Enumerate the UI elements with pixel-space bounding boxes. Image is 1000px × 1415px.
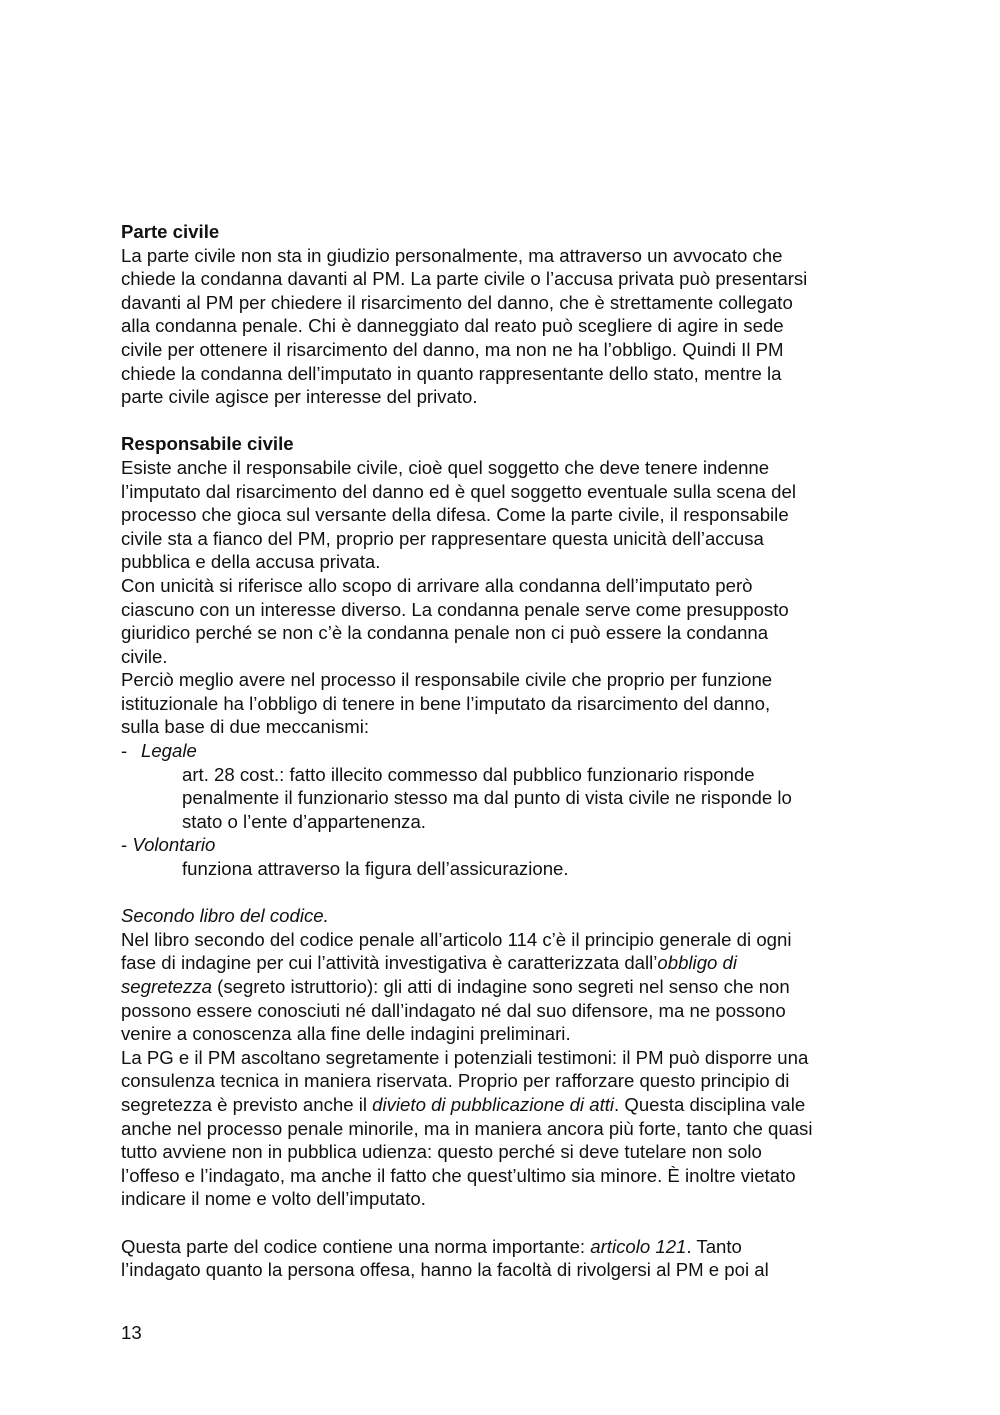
text-line: l’indagato quanto la persona offesa, hanno la facoltà di rivolgersi al PM e poi al bbox=[121, 1259, 769, 1281]
text-span: fase di indagine per cui l’attività investigativa è caratterizzata dall’ bbox=[121, 952, 658, 974]
text-span: Questa parte del codice contiene una norma importante: bbox=[121, 1235, 591, 1257]
text-line: Perciò meglio avere nel processo il responsabile civile che proprio per funzione bbox=[121, 669, 773, 691]
text-line: sulla base di due meccanismi: bbox=[121, 716, 370, 738]
text-line: civile. bbox=[121, 645, 168, 667]
text-line: pubblica e della accusa privata. bbox=[121, 551, 381, 573]
emphasis-text: divieto di pubblicazione di atti bbox=[372, 1093, 615, 1115]
text-line: venire a conoscenza alla fine delle indagini preliminari. bbox=[121, 1023, 571, 1045]
text-line: chiede la condanna davanti al PM. La parte civile o l’accusa privata può presentarsi bbox=[121, 268, 808, 290]
text-line: civile sta a fianco del PM, proprio per rappresentare questa unicità dell’accusa bbox=[121, 527, 764, 549]
text-line: La PG e il PM ascoltano segretamente i potenziali testimoni: il PM può disporre una bbox=[121, 1046, 809, 1068]
text-span: (segreto istruttorio): gli atti di indagine sono segreti nel senso che non bbox=[211, 976, 790, 997]
text-line: civile per ottenere il risarcimento del danno, ma non ne ha l’obbligo. Quindi Il PM bbox=[121, 338, 784, 360]
text-line bbox=[121, 975, 891, 999]
paragraph-parte-civile bbox=[121, 244, 891, 409]
text-line: possono essere conosciuti né dall’indagato né dal suo difensore, ma ne possono bbox=[121, 999, 786, 1021]
text-line: Nel libro secondo del codice penale all’articolo 114 c’è il principio generale di ogni bbox=[121, 928, 792, 950]
text-line: Esiste anche il responsabile civile, cioè quel soggetto che deve tenere indenne bbox=[121, 456, 770, 478]
text-line bbox=[121, 951, 891, 975]
paragraph-gap bbox=[121, 1211, 891, 1235]
text-line: ciascuno con un interesse diverso. La condanna penale serve come presupposto bbox=[121, 598, 789, 620]
text-line: l’offeso e l’indagato, ma anche il fatto che quest’ultimo sia minore. È inoltre vietato bbox=[121, 1164, 796, 1186]
text-line bbox=[121, 1093, 891, 1117]
text-line: alla condanna penale. Chi è danneggiato dal reato può scegliere di agire in sede bbox=[121, 315, 784, 337]
text-line bbox=[121, 1235, 891, 1259]
text-line: l’imputato dal risarcimento del danno ed è quel soggetto eventuale sulla scena del bbox=[121, 480, 796, 502]
text-line: indicare il nome e volto dell’imputato. bbox=[121, 1188, 426, 1210]
list-item-legale bbox=[121, 739, 891, 833]
text-line: processo che gioca sul versante della difesa. Come la parte civile, il responsabile bbox=[121, 504, 789, 526]
text-line: anche nel processo penale minorile, ma in maniera ancora più forte, tanto che quasi bbox=[121, 1117, 813, 1139]
paragraph-secondo-libro-1 bbox=[121, 928, 891, 1046]
text-span: . Questa disciplina vale bbox=[614, 1093, 806, 1115]
text-line: davanti al PM per chiedere il risarcimento del danno, che è strettamente collegato bbox=[121, 291, 793, 313]
text-line: parte civile agisce per interesse del privato. bbox=[121, 386, 478, 408]
paragraph-responsabile-civile bbox=[121, 456, 891, 739]
list-item-label: Volontario bbox=[132, 834, 216, 856]
paragraph-secondo-libro-2 bbox=[121, 1046, 891, 1211]
text-span: segretezza è previsto anche il bbox=[121, 1093, 373, 1115]
text-line: stato o l’ente d’appartenenza. bbox=[182, 810, 426, 832]
heading-responsabile-civile: Responsabile civile bbox=[121, 433, 294, 455]
text-line: art. 28 cost.: fatto illecito commesso dal pubblico funzionario risponde bbox=[182, 763, 755, 785]
heading-secondo-libro bbox=[121, 904, 891, 928]
text-line: istituzionale ha l’obbligo di tenere in bene l’imputato da risarcimento del danno, bbox=[121, 692, 771, 714]
page-number: 13 bbox=[121, 1322, 142, 1343]
text-line: consulenza tecnica in maniera riservata. Proprio per rafforzare questo principio di bbox=[121, 1070, 790, 1092]
emphasis-text: segretezza bbox=[121, 976, 212, 997]
text-line: chiede la condanna dell’imputato in quanto rappresentante dello stato, mentre la bbox=[121, 362, 782, 384]
paragraph-secondo-libro-3 bbox=[121, 1235, 891, 1282]
list-item-volontario bbox=[121, 833, 891, 880]
list-item-label: Legale bbox=[141, 740, 197, 762]
text-span: . Tanto bbox=[686, 1235, 742, 1257]
heading-parte-civile: Parte civile bbox=[121, 221, 220, 242]
heading-text: Secondo libro del codice. bbox=[121, 905, 329, 927]
list-dash: - bbox=[121, 834, 133, 856]
document-body bbox=[121, 220, 891, 1282]
text-line: funziona attraverso la figura dell’assicurazione. bbox=[182, 858, 569, 880]
text-line: penalmente il funzionario stesso ma dal punto di vista civile ne risponde lo bbox=[182, 787, 792, 809]
text-line: Con unicità si riferisce allo scopo di arrivare alla condanna dell’imputato però bbox=[121, 574, 753, 596]
text-line: giuridico perché se non c’è la condanna penale non ci può essere la condanna bbox=[121, 622, 769, 644]
list-dash: - bbox=[121, 740, 128, 762]
text-line: tutto avviene non in pubblica udienza: questo perché si deve tutelare non solo bbox=[121, 1141, 762, 1163]
emphasis-text: obbligo di bbox=[657, 952, 738, 974]
paragraph-gap bbox=[121, 409, 891, 433]
emphasis-text: articolo 121 bbox=[590, 1235, 687, 1257]
text-line: La parte civile non sta in giudizio personalmente, ma attraverso un avvocato che bbox=[121, 244, 783, 266]
paragraph-gap bbox=[121, 881, 891, 905]
